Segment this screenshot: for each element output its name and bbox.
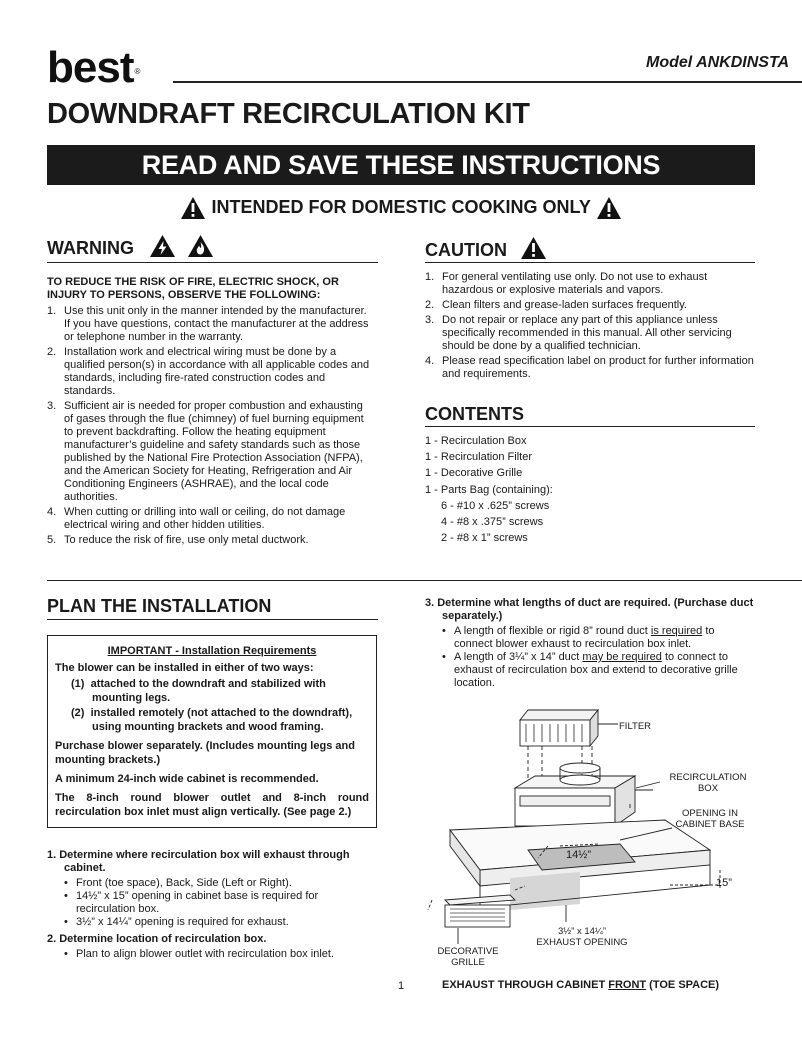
item-number: 5.: [47, 534, 57, 546]
caption-text: (TOE SPACE): [646, 979, 720, 991]
item-number: 4.: [425, 355, 435, 367]
recirculation-box-label: [664, 772, 752, 794]
important-alignment-note: The 8-inch round blower outlet and 8-inch round recirculation box inlet must align vertically. (See page 2.): [55, 792, 369, 818]
warning-item: [47, 534, 372, 547]
step-3-bullet: [442, 625, 755, 651]
important-cabinet-note: A minimum 24-inch wide cabinet is recommended.: [55, 773, 319, 785]
item-number: 3.: [47, 400, 57, 412]
bullet-emphasis: is required: [650, 625, 703, 637]
label-line: CABINET BASE: [675, 819, 745, 830]
important-purchase-note: Purchase blower separately. (Includes mounting legs and mounting brackets.): [55, 740, 355, 766]
contents-heading: CONTENTS: [425, 404, 524, 424]
contents-sub-item: 6 - #10 x .625” screws: [441, 499, 550, 512]
label-line: RECIRCULATION: [669, 772, 747, 783]
caution-item: [425, 299, 755, 312]
cabinet-opening-label: [668, 808, 752, 830]
warning-item: [47, 346, 372, 398]
important-title: IMPORTANT - Installation Requirements: [107, 645, 317, 657]
domestic-notice: [47, 196, 755, 220]
item-text: Clean filters and grease-laden surfaces frequently.: [442, 299, 687, 311]
contents-sub-item: 4 - #8 x .375” screws: [441, 516, 544, 529]
caution-triangle-icon: [520, 236, 547, 260]
item-text: Use this unit only in the manner intended by the manufacturer. If you have questions, contact the manufacturer at the address or telephone number in the warranty.: [64, 305, 369, 343]
plan-rule: [47, 619, 378, 620]
opening-width-dimension: 14½”: [566, 849, 592, 861]
step-2-title: 2. Determine location of recirculation box.: [47, 933, 267, 945]
bullet-text: A length of flexible or rigid 8” round duct: [454, 625, 651, 637]
logo-registered-mark: ®: [134, 67, 140, 76]
logo-text: best: [47, 43, 134, 92]
label-line: 3½” x 14¼”: [557, 926, 607, 937]
step-3-bullet: [442, 651, 755, 690]
item-number: 1.: [425, 271, 435, 283]
step-2-bullet: • Plan to align blower outlet with recirculation box inlet.: [64, 948, 377, 961]
warning-rule: [47, 262, 378, 263]
step-3-title: 3. Determine what lengths of duct are required. (Purchase duct separately.): [425, 597, 754, 622]
step-1-bullet: • Front (toe space), Back, Side (Left or Right).: [64, 877, 377, 890]
diagram-caption: [442, 979, 719, 991]
page-number: 1: [398, 980, 405, 992]
opening-depth-dimension: 15”: [716, 877, 732, 889]
contents-list: [425, 433, 553, 546]
option-text: installed remotely (not attached to the downdraft), using mounting brackets and wood framing.: [90, 707, 353, 733]
item-number: 1.: [47, 305, 57, 317]
caution-rule: [425, 262, 755, 263]
domestic-notice-text: INTENDED FOR DOMESTIC COOKING ONLY: [211, 196, 591, 217]
item-number: 3.: [425, 314, 435, 326]
warning-triangle-icon: [180, 196, 206, 220]
bullet-emphasis: may be required: [582, 651, 662, 663]
contents-item: 1 - Decorative Grille: [425, 467, 523, 480]
contents-item: 1 - Recirculation Box: [425, 435, 527, 447]
bullet-text: A length of 3¼” x 14” duct: [454, 651, 583, 663]
caution-list: [425, 271, 755, 383]
important-intro: The blower can be installed in either of two ways:: [55, 662, 314, 674]
item-text: Do not repair or replace any part of this appliance unless specifically recommended in this manual. All other servicing should be done by a qualified technician.: [442, 314, 732, 352]
warning-item: [47, 400, 372, 504]
item-text: To reduce the risk of fire, use only metal ductwork.: [64, 534, 309, 546]
item-text: Sufficient air is needed for proper combustion and exhausting of gases through the flue (chimney) of fuel burning equipment to prevent backdrafting. Follow the heating equipment manufacturer’s guideline and safety standards such as those published by the National Fire Protection Association (NFPA), and the American Society for Heating, Refrigeration and Air Conditioning Engineers (ASHRAE), and the local code authorities.: [64, 400, 364, 503]
header-rule: [173, 81, 802, 83]
warning-heading-text: WARNING: [47, 238, 134, 258]
item-text: Installation work and electrical wiring must be done by a qualified person(s) in accordance with all applicable codes and standards, including fire-rated construction codes and standards.: [64, 346, 370, 397]
warning-list: [47, 305, 372, 549]
decorative-grille-label: [430, 946, 506, 968]
warning-item: [47, 506, 372, 532]
warning-item: [47, 305, 372, 344]
contents-item: 1 - Parts Bag (containing):: [425, 483, 553, 496]
contents-sub-item: 2 - #8 x 1” screws: [441, 532, 528, 545]
filter-illustration: [520, 710, 618, 746]
electric-shock-icon: [149, 234, 176, 258]
contents-rule: [425, 426, 755, 427]
caution-item: [425, 314, 755, 353]
item-number: 2.: [47, 346, 57, 358]
warning-heading: [47, 238, 214, 259]
install-option-2: [55, 706, 369, 734]
section-separator: [47, 580, 802, 581]
step-1-bullet: • 3½” x 14¼” opening is required for exhaust.: [64, 916, 377, 929]
option-number: (2): [71, 707, 85, 719]
step-1-bullet: • 14½” x 15” opening in cabinet base is required for recirculation box.: [64, 890, 377, 916]
caution-item: [425, 271, 755, 297]
recirculation-box-illustration: [515, 763, 660, 826]
step-1: [47, 849, 377, 965]
item-text: For general ventilating use only. Do not use to exhaust hazardous or explosive materials and vapors.: [442, 271, 708, 296]
bullet-text: to connect blower exhaust to recirculation box inlet.: [454, 625, 715, 650]
label-line: EXHAUST OPENING: [536, 937, 628, 948]
model-label: Model ANKDINSTA: [646, 54, 790, 71]
document-title: DOWNDRAFT RECIRCULATION KIT: [47, 98, 530, 130]
caution-item: [425, 355, 755, 381]
item-number: 4.: [47, 506, 57, 518]
filter-label: FILTER: [619, 721, 652, 732]
step-1-title: 1. Determine where recirculation box will exhaust through cabinet.: [47, 849, 350, 874]
bullet-text: to connect to exhaust of recirculation box and extend to decorative grille location.: [454, 651, 738, 689]
warning-triangle-icon: [596, 196, 622, 220]
save-instructions-banner: READ AND SAVE THESE INSTRUCTIONS: [47, 145, 755, 185]
label-line: DECORATIVE: [437, 946, 499, 957]
step-3: [425, 597, 755, 694]
option-text: attached to the downdraft and stabilized with mounting legs.: [90, 678, 326, 704]
caption-emphasis: FRONT: [608, 979, 647, 991]
label-line: GRILLE: [451, 957, 485, 968]
important-requirements-box: [47, 635, 377, 828]
install-option-1: [55, 677, 369, 705]
item-text: When cutting or drilling into wall or ceiling, do not damage electrical wiring and other hidden utilities.: [64, 506, 346, 531]
fire-hazard-icon: [187, 234, 214, 258]
label-line: OPENING IN: [682, 808, 738, 819]
plan-heading: PLAN THE INSTALLATION: [47, 596, 272, 616]
option-number: (1): [71, 678, 85, 690]
exhaust-opening-label: [532, 926, 632, 948]
caption-text: EXHAUST THROUGH CABINET: [442, 979, 609, 991]
item-number: 2.: [425, 299, 435, 311]
caution-heading-text: CAUTION: [425, 240, 507, 260]
warning-lead: TO REDUCE THE RISK OF FIRE, ELECTRIC SHOCK, OR INJURY TO PERSONS, OBSERVE THE FOLLOWING:: [47, 276, 339, 301]
contents-item: 1 - Recirculation Filter: [425, 451, 532, 464]
caution-heading: [425, 240, 547, 261]
brand-logo: [47, 43, 140, 92]
label-line: BOX: [697, 783, 719, 794]
item-text: Please read specification label on product for further information and requirements.: [442, 355, 754, 380]
